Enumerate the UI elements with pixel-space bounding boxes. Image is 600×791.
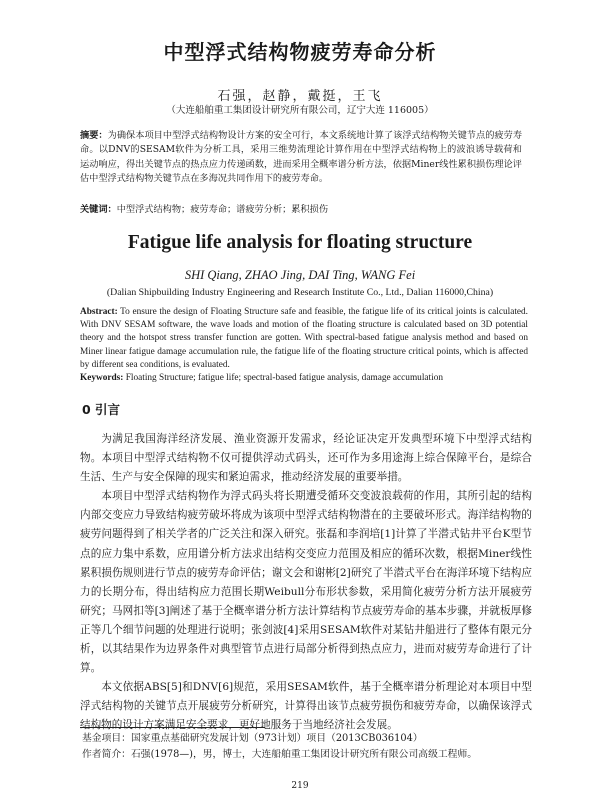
footnote-fund: 基金项目：国家重点基础研究发展计划（973计划）项目（2013CB036104）: [82, 733, 423, 744]
footnotes: [82, 731, 534, 763]
body-paragraph: 本文依据ABS[5]和DNV[6]规范，采用SESAM软件，基于全概率谱分析理论对本项目中型浮式结构物的关键节点开展疲劳分析研究，计算得出该节点疲劳损伤和疲劳寿命，以确保该浮式结构物的设计方案满足安全要求，更好地服务于当地经济社会发展。: [80, 681, 532, 732]
english-title: Fatigue life analysis for floating structure: [127, 232, 473, 253]
chinese-abstract-text: 为确保本项目中型浮式结构物设计方案的安全可行，本文系统地计算了该浮式结构物关键节点的疲劳寿命。以DNV的SESAM软件为分析工具，采用三维势流理论计算作用在中型浮式结构物上的波浪诱导载荷和运动响应，得出关键节点的热点应力传递函数，进而采用全概率谱分析方法，依据Miner线性累积损伤理论评估中型浮式结构物关键节点在多海况共同作用下的疲劳寿命。: [80, 130, 523, 185]
english-authors: SHI Qiang, ZHAO Jing, DAI Ting, WANG Fei: [184, 268, 416, 282]
chinese-keywords-label: 关键词：: [80, 204, 117, 215]
english-abstract-label: Abstract:: [80, 307, 118, 317]
chinese-authors: 石强，赵静，戴挺，王飞: [217, 89, 383, 104]
english-keywords-text: Floating Structure; fatigue life; spectral-based fatigue analysis, damage accumulation: [125, 373, 443, 383]
english-keywords: [80, 372, 528, 385]
footnote-author: 作者简介：石强(1978—)，男，博士，大连船舶重工集团设计研究所有限公司高级工程师。: [82, 749, 478, 760]
chinese-keywords: [80, 203, 522, 217]
body-paragraph: 为满足我国海洋经济发展、渔业资源开发需求，经论证决定开发典型环境下中型浮式结构物。本项目中型浮式结构物不仅可提供浮动式码头，还可作为多用途海上综合保障平台，是综合生活、生产与安全保障的现实和紧迫需求，推动经济发展的重要举措。: [80, 433, 532, 484]
english-abstract: [80, 306, 528, 372]
chinese-abstract: [80, 129, 522, 187]
english-keywords-label: Keywords:: [80, 373, 124, 383]
english-abstract-text: To ensure the design of Floating Structure safe and feasible, the fatigue life of its critical joints is calculated. With DNV SESAM software, the wave loads and motion of the floating structure is calculated based on 3D potential theory and the hotspot stress transfer function are gotten. With spectral-based fatigue analysis method and based on Miner linear fatigue damage accumulation rule, the fatigue life of the floating structure critical points, which is affected by different sea conditions, is evaluated.: [80, 307, 528, 370]
footnote-divider: [80, 727, 265, 728]
chinese-title: 中型浮式结构物疲劳寿命分析: [163, 40, 437, 64]
chinese-keywords-text: 中型浮式结构物；疲劳寿命；谱疲劳分析；累积损伤: [116, 204, 329, 215]
chinese-abstract-label: 摘要：: [80, 130, 108, 141]
english-affiliation: (Dalian Shipbuilding Industry Engineering and Research Institute Co., Ltd., Dalian 116000,China): [106, 287, 494, 298]
chinese-affiliation: （大连船舶重工集团设计研究所有限公司，辽宁大连 116005）: [166, 105, 434, 116]
section-heading-introduction: 0 引言: [82, 402, 121, 417]
page-number: 219: [291, 781, 309, 791]
body-paragraph: 本项目中型浮式结构物作为浮式码头将长期遭受循环交变波浪载荷的作用，其所引起的结构内部交变应力导致结构疲劳破坏将成为该项中型浮式结构物潜在的主要破坏形式。海洋结构物的疲劳问题得到了相关学者的广泛关注和深入研究。张磊和李润培[1]计算了半潜式钻井平台K型节点的应力集中系数，应用谱分析方法求出结构交变应力范围及相应的循环次数，根据Miner线性累积损伤规则进行节点的疲劳寿命评估；谢文会和谢彬[2]研究了半潜式平台在海洋环境下结构应力的长期分布，得出结构应力范围长期Weibull分布形状参数，采用简化疲劳分析方法开展疲劳研究；马网扣等[3]阐述了基于全概率谱分析方法计算结构节点疲劳寿命的基本步骤，并就板厚修正等几个细节问题的处理进行说明；张剑波[4]采用SESAM软件对某钻井船进行了整体有限元分析，以其结果作为边界条件对典型管节点进行局部分析得到热点应力，进而对疲劳寿命进行了计算。: [80, 490, 532, 675]
body-text: [80, 430, 532, 736]
